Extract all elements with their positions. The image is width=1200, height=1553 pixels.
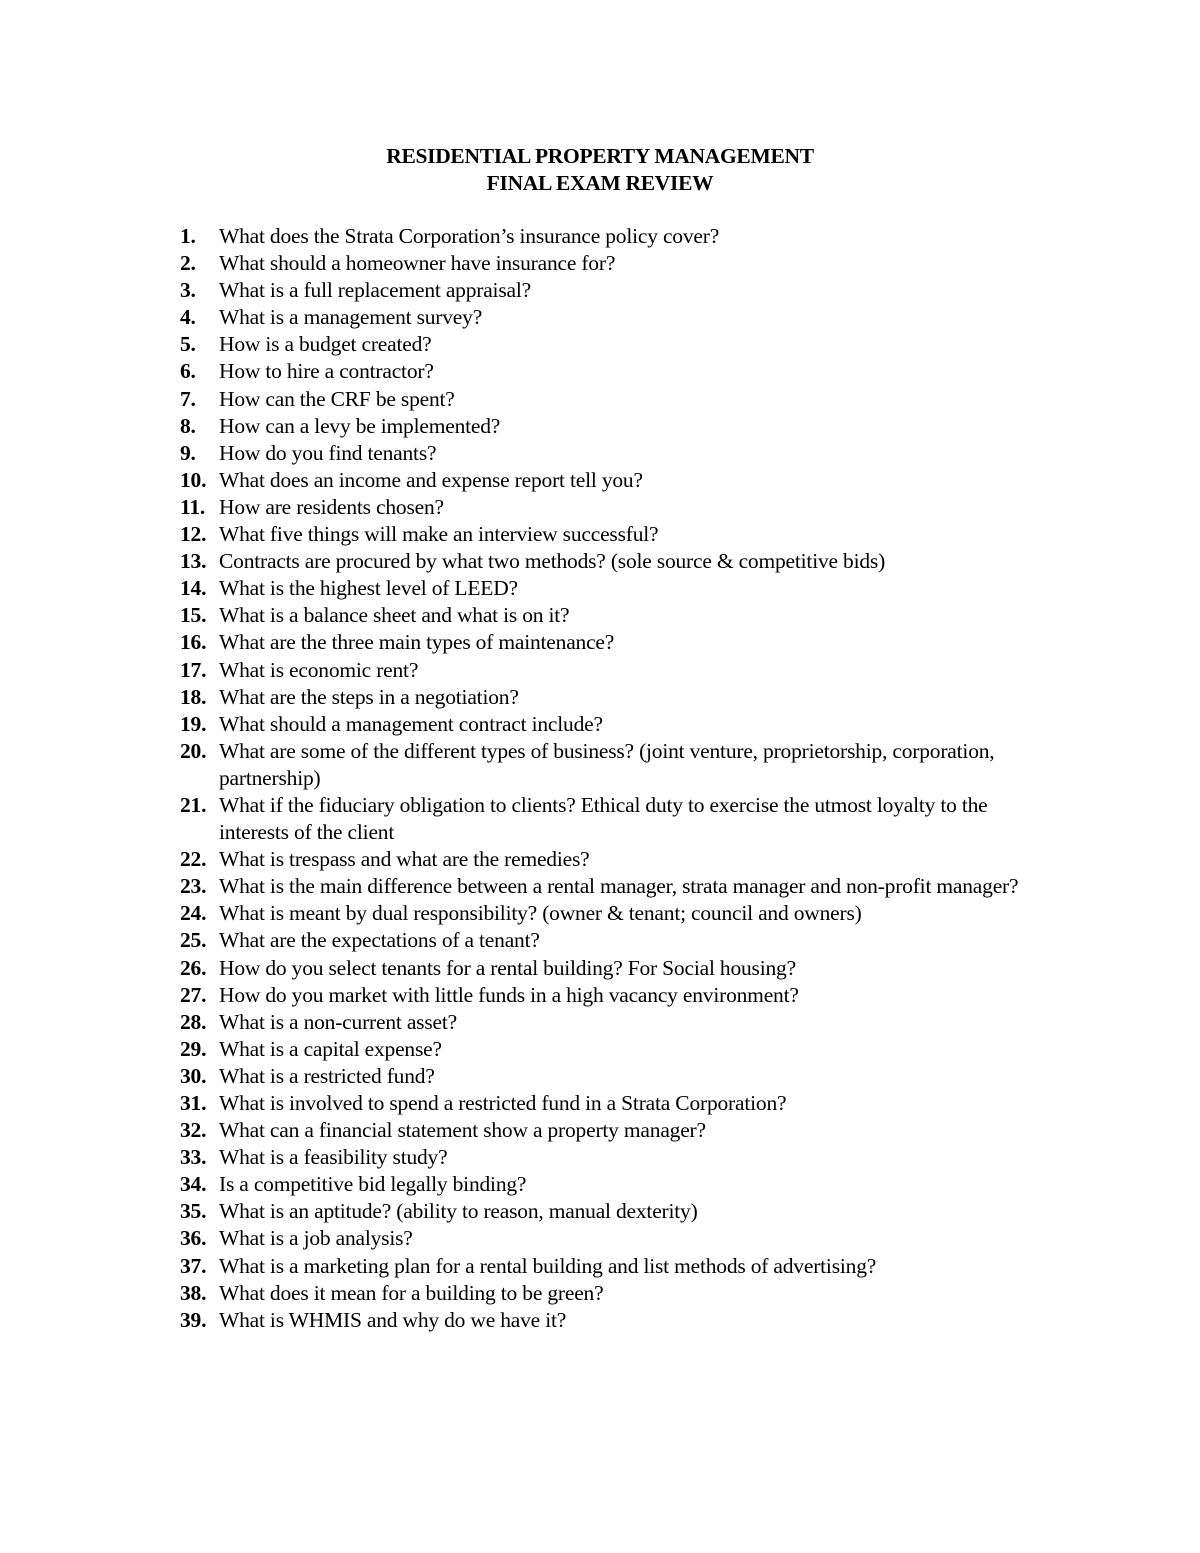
question-text: What is a management survey? bbox=[219, 305, 483, 330]
question-text: Contracts are procured by what two methods? (sole source & competitive bids) bbox=[219, 549, 886, 574]
question-number: 12. bbox=[180, 522, 207, 547]
question-number: 38. bbox=[180, 1280, 207, 1305]
question-number: 11. bbox=[180, 494, 206, 519]
question-item bbox=[180, 494, 1040, 521]
question-text: What is a restricted fund? bbox=[219, 1063, 435, 1088]
question-item bbox=[180, 304, 1040, 331]
question-number: 20. bbox=[180, 738, 207, 763]
question-text: What is a marketing plan for a rental building and list methods of advertising? bbox=[219, 1253, 877, 1278]
question-item bbox=[180, 1036, 1040, 1063]
question-item bbox=[180, 602, 1040, 629]
question-item bbox=[180, 575, 1040, 602]
question-item bbox=[180, 629, 1040, 656]
question-text: How can a levy be implemented? bbox=[219, 413, 501, 438]
question-number: 21. bbox=[180, 792, 207, 817]
question-number: 37. bbox=[180, 1253, 207, 1278]
question-item bbox=[180, 467, 1040, 494]
question-number: 39. bbox=[180, 1307, 207, 1332]
question-item bbox=[180, 792, 1040, 846]
question-item bbox=[180, 1225, 1040, 1252]
question-text: What should a homeowner have insurance for? bbox=[219, 251, 616, 276]
question-item bbox=[180, 846, 1040, 873]
question-number: 26. bbox=[180, 955, 207, 980]
question-text: What is a balance sheet and what is on it? bbox=[219, 603, 570, 628]
question-item bbox=[180, 1063, 1040, 1090]
question-text: What does it mean for a building to be green? bbox=[219, 1280, 604, 1305]
question-item bbox=[180, 955, 1040, 982]
question-number: 34. bbox=[180, 1172, 207, 1197]
question-item bbox=[180, 548, 1040, 575]
question-text: How do you find tenants? bbox=[219, 440, 437, 465]
question-item bbox=[180, 277, 1040, 304]
question-item bbox=[180, 223, 1040, 250]
question-number: 8. bbox=[180, 413, 196, 438]
question-item bbox=[180, 1171, 1040, 1198]
question-text: How can the CRF be spent? bbox=[219, 386, 455, 411]
question-number: 24. bbox=[180, 901, 207, 926]
question-number: 9. bbox=[180, 440, 196, 465]
question-item bbox=[180, 900, 1040, 927]
question-item bbox=[180, 1090, 1040, 1117]
question-number: 32. bbox=[180, 1118, 207, 1143]
question-text: What five things will make an interview successful? bbox=[219, 522, 659, 547]
question-item bbox=[180, 1009, 1040, 1036]
question-item bbox=[180, 521, 1040, 548]
question-text: What is a non-current asset? bbox=[219, 1009, 457, 1034]
question-number: 10. bbox=[180, 467, 207, 492]
question-text: How is a budget created? bbox=[219, 332, 432, 357]
question-item bbox=[180, 413, 1040, 440]
question-text: What does an income and expense report tell you? bbox=[219, 467, 643, 492]
question-number: 29. bbox=[180, 1036, 207, 1061]
question-item bbox=[180, 386, 1040, 413]
question-number: 25. bbox=[180, 928, 207, 953]
question-number: 36. bbox=[180, 1226, 207, 1251]
question-number: 5. bbox=[180, 332, 196, 357]
question-item bbox=[180, 440, 1040, 467]
question-text: How do you market with little funds in a high vacancy environment? bbox=[219, 982, 799, 1007]
question-text: What is a full replacement appraisal? bbox=[219, 278, 531, 303]
question-text: Is a competitive bid legally binding? bbox=[219, 1172, 527, 1197]
question-text: What is the highest level of LEED? bbox=[219, 576, 518, 601]
question-item bbox=[180, 738, 1040, 792]
question-number: 31. bbox=[180, 1091, 207, 1115]
question-text: What are the three main types of maintenance? bbox=[219, 630, 615, 655]
document-title bbox=[0, 143, 1200, 197]
question-number: 4. bbox=[180, 305, 196, 330]
question-number: 17. bbox=[180, 657, 207, 682]
question-text: What is meant by dual responsibility? (owner & tenant; council and owners) bbox=[219, 901, 862, 926]
question-item bbox=[180, 1117, 1040, 1144]
question-number: 2. bbox=[180, 251, 196, 276]
question-text: What if the fiduciary obligation to clients? Ethical duty to exercise the utmost loyalty to the interests of the client bbox=[219, 792, 988, 845]
question-item bbox=[180, 711, 1040, 738]
question-number: 35. bbox=[180, 1199, 207, 1224]
question-text: What is WHMIS and why do we have it? bbox=[219, 1307, 567, 1332]
question-list bbox=[180, 223, 1040, 1334]
question-text: What are some of the different types of business? (joint venture, proprietorship, corporation, partnership) bbox=[219, 738, 995, 790]
question-text: What is an aptitude? (ability to reason, manual dexterity) bbox=[219, 1199, 698, 1224]
question-text: What are the steps in a negotiation? bbox=[219, 684, 519, 709]
question-item bbox=[180, 358, 1040, 385]
question-text: How do you select tenants for a rental building? For Social housing? bbox=[219, 955, 796, 980]
question-item bbox=[180, 1280, 1040, 1307]
question-number: 30. bbox=[180, 1063, 207, 1088]
question-item bbox=[180, 982, 1040, 1009]
question-number: 14. bbox=[180, 576, 207, 601]
question-text: How are residents chosen? bbox=[219, 494, 444, 519]
question-number: 28. bbox=[180, 1009, 207, 1034]
question-text: What is economic rent? bbox=[219, 657, 419, 682]
question-item bbox=[180, 1198, 1040, 1225]
question-number: 6. bbox=[180, 359, 196, 384]
question-item bbox=[180, 1144, 1040, 1171]
question-item bbox=[180, 873, 1040, 900]
title-line-2: FINAL EXAM REVIEW bbox=[486, 171, 714, 195]
question-number: 1. bbox=[180, 224, 196, 248]
question-text: What is a capital expense? bbox=[219, 1036, 442, 1061]
question-number: 22. bbox=[180, 847, 207, 872]
question-item bbox=[180, 684, 1040, 711]
question-number: 19. bbox=[180, 711, 207, 736]
question-item bbox=[180, 927, 1040, 954]
question-number: 27. bbox=[180, 982, 207, 1007]
question-item bbox=[180, 657, 1040, 684]
question-text: What should a management contract include? bbox=[219, 711, 603, 736]
title-line-1: RESIDENTIAL PROPERTY MANAGEMENT bbox=[386, 144, 814, 168]
question-item bbox=[180, 250, 1040, 277]
question-item bbox=[180, 1307, 1040, 1334]
question-text: What does the Strata Corporation’s insurance policy cover? bbox=[219, 224, 720, 248]
question-number: 15. bbox=[180, 603, 207, 628]
question-text: What is a job analysis? bbox=[219, 1226, 413, 1251]
question-number: 16. bbox=[180, 630, 207, 655]
question-text: What is involved to spend a restricted fund in a Strata Corporation? bbox=[219, 1091, 787, 1115]
question-text: How to hire a contractor? bbox=[219, 359, 434, 384]
question-number: 3. bbox=[180, 278, 196, 303]
question-item bbox=[180, 331, 1040, 358]
question-number: 23. bbox=[180, 874, 207, 899]
question-text: What can a financial statement show a property manager? bbox=[219, 1118, 706, 1143]
question-number: 13. bbox=[180, 549, 207, 574]
question-number: 7. bbox=[180, 386, 196, 411]
question-number: 18. bbox=[180, 684, 207, 709]
question-text: What is trespass and what are the remedies? bbox=[219, 847, 590, 872]
question-item bbox=[180, 1253, 1040, 1280]
question-text: What are the expectations of a tenant? bbox=[219, 928, 540, 953]
question-text: What is a feasibility study? bbox=[219, 1145, 448, 1170]
question-text: What is the main difference between a rental manager, strata manager and non-profit manager? bbox=[219, 874, 1019, 899]
question-number: 33. bbox=[180, 1145, 207, 1170]
